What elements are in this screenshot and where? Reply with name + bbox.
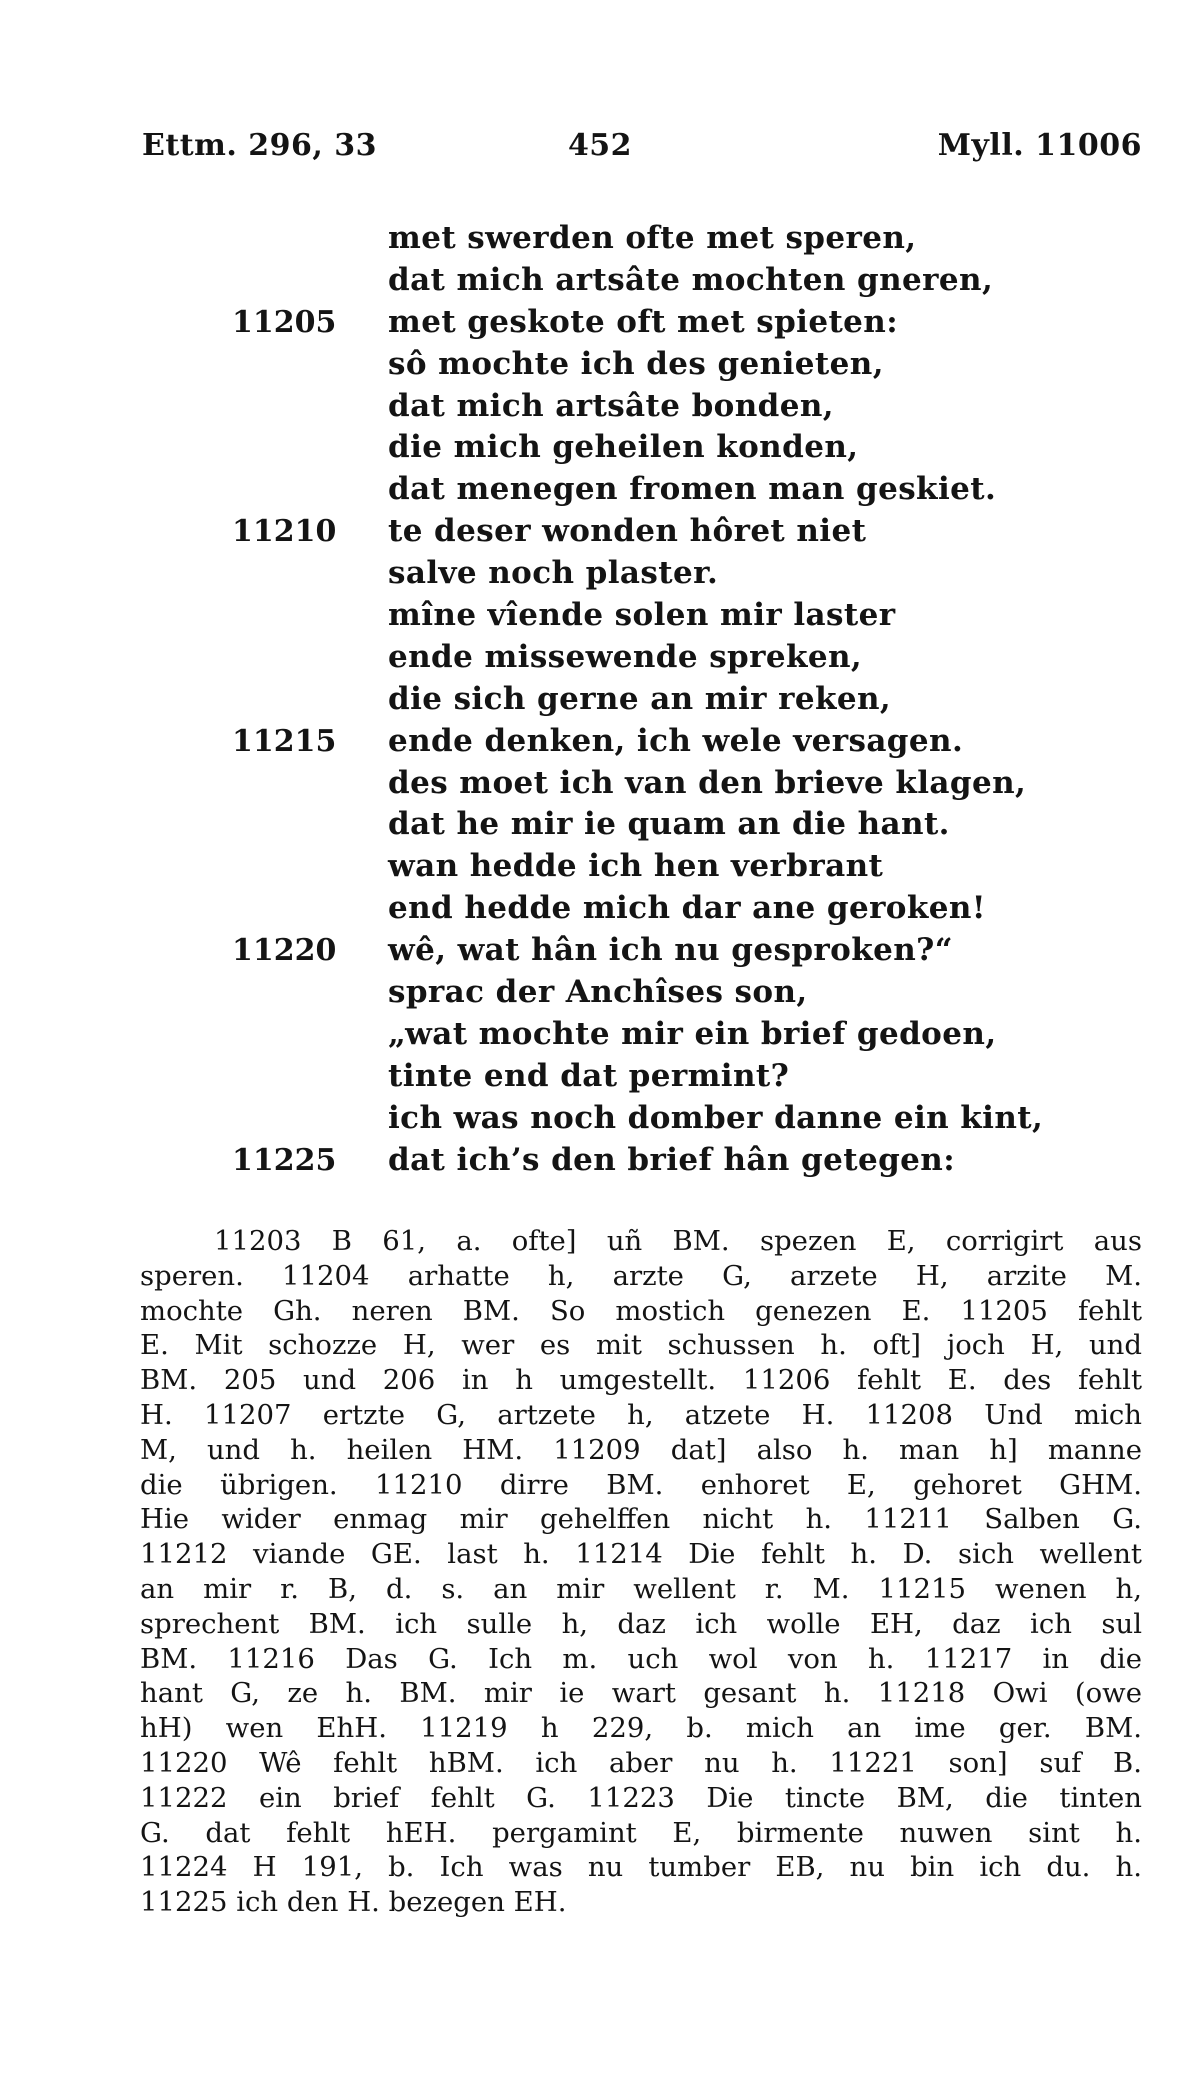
verse-line bbox=[0, 972, 1200, 1014]
verse-text: end hedde mich dar ane geroken! bbox=[388, 890, 986, 927]
verse-line bbox=[0, 637, 1200, 679]
verse-text: met geskote oft met spieten: bbox=[388, 303, 899, 340]
header-left-reference: Ettm. 296, 33 bbox=[142, 128, 377, 163]
apparatus-line: speren. 11204 arhatte h, arzte G, arzete H, arzite M. bbox=[140, 1259, 1142, 1292]
apparatus-line: H. 11207 ertzte G, artzete h, atzete H. 11208 Und mich bbox=[140, 1398, 1142, 1431]
verse-text: „wat mochte mir ein brief gedoen, bbox=[388, 1015, 997, 1052]
header-right-reference: Myll. 11006 bbox=[937, 128, 1142, 163]
apparatus-line: sprechent BM. ich sulle h, daz ich wolle EH, daz ich sul bbox=[140, 1607, 1142, 1640]
apparatus-line: BM. 11216 Das G. Ich m. uch wol von h. 11217 in die bbox=[140, 1642, 1142, 1675]
verse-line bbox=[0, 1056, 1200, 1098]
verse-text: die mich geheilen konden, bbox=[388, 429, 859, 466]
verse-line bbox=[0, 1140, 1200, 1182]
line-number: 11220 bbox=[232, 933, 337, 969]
verse-text: salve noch plaster. bbox=[388, 555, 719, 592]
verse-text: met swerden ofte met speren, bbox=[388, 220, 917, 256]
verse-text: ende denken, ich wele versagen. bbox=[388, 722, 964, 759]
apparatus-line: BM. 205 und 206 in h umgestellt. 11206 fehlt E. des fehlt bbox=[140, 1364, 1142, 1397]
verse-line bbox=[0, 804, 1200, 846]
apparatus-line: 11203 B 61, a. ofte] uñ BM. spezen E, corrigirt aus bbox=[214, 1225, 1142, 1257]
apparatus-line: G. dat fehlt hEH. pergamint E, birmente nuwen sint h. bbox=[140, 1816, 1142, 1849]
verse-block bbox=[0, 218, 1200, 1181]
verse-line bbox=[0, 302, 1200, 344]
verse-line bbox=[0, 469, 1200, 511]
apparatus-line: 11222 ein brief fehlt G. 11223 Die tincte BM, die tinten bbox=[140, 1781, 1142, 1814]
line-number: 11205 bbox=[232, 304, 337, 340]
verse-line bbox=[0, 1098, 1200, 1140]
apparatus-line: Hie wider enmag mir gehelffen nicht h. 11211 Salben G. bbox=[140, 1503, 1142, 1536]
apparatus-line: hH) wen EhH. 11219 h 229, b. mich an ime ger. BM. bbox=[140, 1712, 1142, 1745]
verse-text: dat he mir ie quam an die hant. bbox=[388, 806, 950, 843]
verse-text: wan hedde ich hen verbrant bbox=[388, 848, 884, 885]
verse-text: wê, wat hân ich nu gesproken?“ bbox=[388, 932, 953, 969]
apparatus-line: 11220 Wê fehlt hBM. ich aber nu h. 11221 son] suf B. bbox=[140, 1746, 1142, 1779]
verse-line bbox=[0, 553, 1200, 595]
page-number: 452 bbox=[567, 128, 633, 163]
verse-text: sô mochte ich des genieten, bbox=[388, 345, 884, 382]
verse-text: sprac der Anchîses son, bbox=[388, 974, 808, 1011]
apparatus-line: hant G, ze h. BM. mir ie wart gesant h. 11218 Owi (owe bbox=[140, 1677, 1142, 1710]
verse-line bbox=[0, 511, 1200, 553]
verse-text: dat mich artsâte bonden, bbox=[388, 387, 834, 424]
verse-text: mîne vîende solen mir laster bbox=[388, 597, 896, 634]
verse-line bbox=[0, 888, 1200, 930]
verse-text: ende missewende spreken, bbox=[388, 638, 863, 675]
apparatus-line: E. Mit schozze H, wer es mit schussen h. oft] joch H, und bbox=[140, 1329, 1142, 1362]
verse-text: dat mich artsâte mochten gneren, bbox=[388, 261, 994, 298]
verse-line bbox=[0, 763, 1200, 805]
verse-text: tinte end dat permint? bbox=[388, 1057, 790, 1094]
critical-apparatus bbox=[140, 1224, 1142, 1920]
verse-line bbox=[0, 595, 1200, 637]
apparatus-line: 11224 H 191, b. Ich was nu tumber EB, nu bin ich du. h. bbox=[140, 1851, 1142, 1884]
verse-text: des moet ich van den brieve klagen, bbox=[388, 764, 1027, 801]
verse-line bbox=[0, 427, 1200, 469]
verse-text: te deser wonden hôret niet bbox=[388, 513, 867, 550]
apparatus-line: 11225 ich den H. bezegen EH. bbox=[140, 1886, 567, 1919]
verse-line bbox=[0, 1014, 1200, 1056]
verse-line bbox=[0, 930, 1200, 972]
verse-text: dat menegen fromen man geskiet. bbox=[388, 471, 997, 508]
line-number: 11210 bbox=[232, 514, 337, 550]
verse-line bbox=[0, 344, 1200, 386]
line-number: 11215 bbox=[232, 723, 337, 759]
verse-line bbox=[0, 679, 1200, 721]
verse-text: die sich gerne an mir reken, bbox=[388, 680, 892, 717]
line-number: 11225 bbox=[232, 1142, 337, 1178]
apparatus-line: die übrigen. 11210 dirre BM. enhoret E, gehoret GHM. bbox=[140, 1468, 1142, 1501]
verse-text: dat ich’s den brief hân getegen: bbox=[388, 1141, 956, 1178]
apparatus-line: 11212 viande GE. last h. 11214 Die fehlt h. D. sich wellent bbox=[140, 1538, 1142, 1571]
verse-line bbox=[0, 721, 1200, 763]
apparatus-line: M, und h. heilen HM. 11209 dat] also h. man h] manne bbox=[140, 1433, 1142, 1466]
verse-line bbox=[0, 218, 1200, 260]
verse-line bbox=[0, 260, 1200, 302]
apparatus-line: mochte Gh. neren BM. So mostich genezen E. 11205 fehlt bbox=[140, 1294, 1142, 1327]
verse-line bbox=[0, 386, 1200, 428]
verse-line bbox=[0, 846, 1200, 888]
apparatus-line: an mir r. B, d. s. an mir wellent r. M. 11215 wenen h, bbox=[140, 1572, 1142, 1605]
verse-text: ich was noch domber danne ein kint, bbox=[388, 1099, 1044, 1136]
